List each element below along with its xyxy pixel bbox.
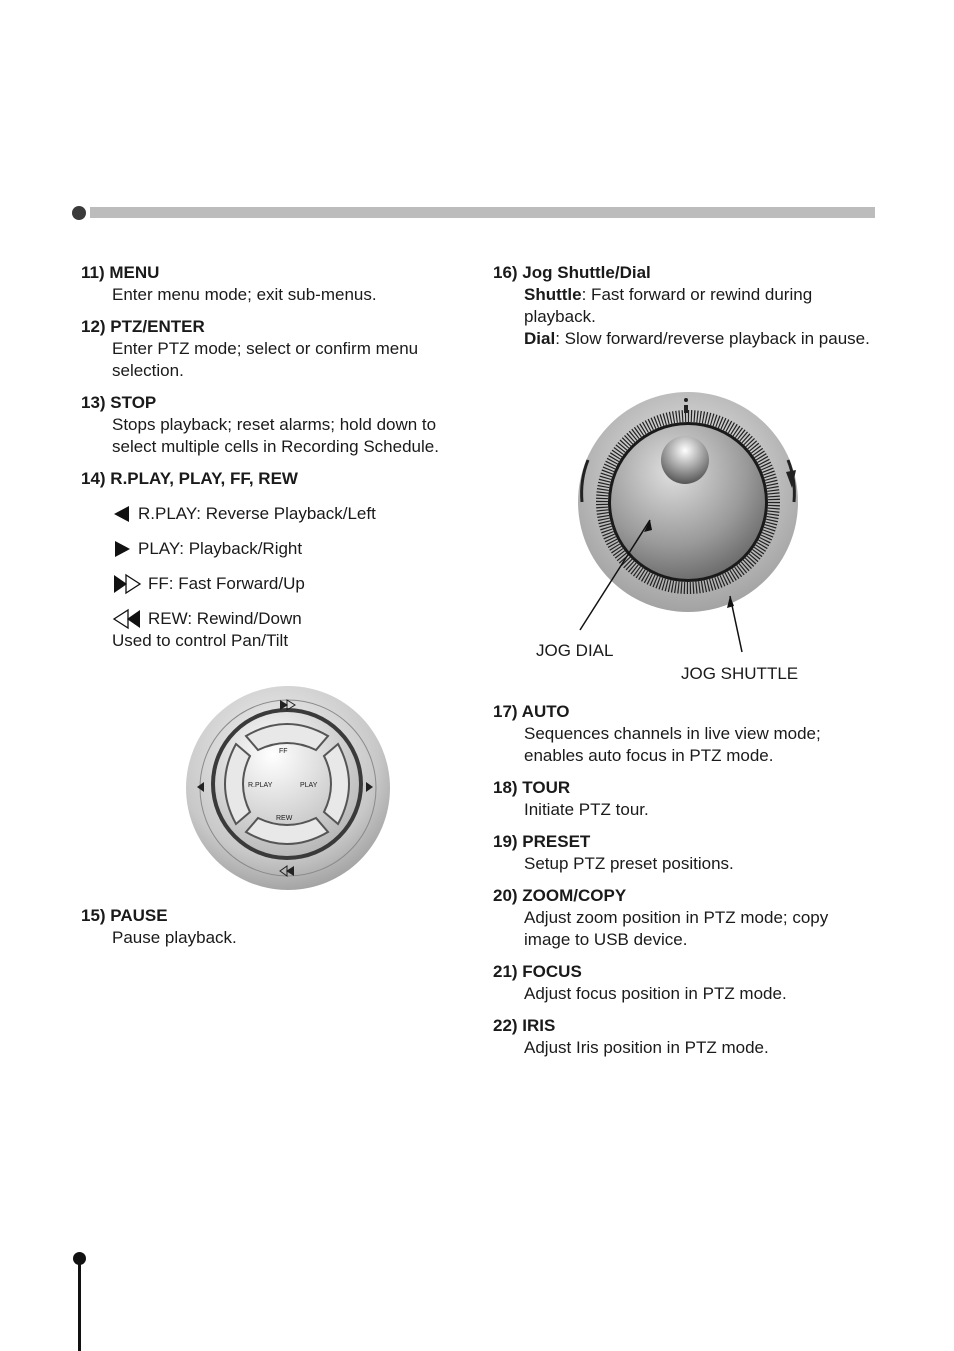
item-desc: Enter menu mode; exit sub-menus.: [112, 285, 377, 304]
item-pause: [81, 905, 471, 949]
item-desc: Pause playback.: [112, 928, 237, 947]
left-column: [81, 262, 471, 652]
item-title: 16) Jog Shuttle/Dial: [493, 263, 651, 282]
jog-shuttle-label: JOG SHUTTLE: [681, 664, 799, 683]
dpad-rplay-label: R.PLAY: [248, 782, 273, 789]
dpad-ff-label: FF: [279, 748, 288, 755]
item-desc: Adjust focus position in PTZ mode.: [524, 984, 787, 1003]
arrow-row-ff: [81, 573, 471, 595]
item-desc: Adjust Iris position in PTZ mode.: [524, 1038, 769, 1057]
item-desc: Initiate PTZ tour.: [524, 800, 649, 819]
item-desc: Adjust zoom position in PTZ mode; copy image to USB device.: [524, 908, 829, 949]
item-title: 18) TOUR: [493, 778, 571, 797]
item-jog: [493, 262, 873, 350]
item-desc: Enter PTZ mode; select or confirm menu selection.: [112, 339, 419, 380]
item-desc: [493, 284, 873, 328]
item-desc: Sequences channels in live view mode; enables auto focus in PTZ mode.: [524, 724, 821, 765]
item-zoom-copy: [493, 885, 873, 951]
item-auto: [493, 701, 873, 767]
arrow-row-text: R.PLAY: Reverse Playback/Left: [138, 504, 376, 523]
header-dot: [72, 206, 86, 220]
item-title: 22) IRIS: [493, 1016, 556, 1035]
item-title: 19) PRESET: [493, 832, 591, 851]
item-stop: [81, 392, 471, 458]
right-triangle-icon: [112, 540, 132, 558]
item-iris: [493, 1015, 873, 1059]
dial-term: Dial: [524, 329, 556, 348]
item-focus: [493, 961, 873, 1005]
item-preset: [493, 831, 873, 875]
arrow-row-play: [81, 538, 471, 560]
footer-line: [78, 1258, 81, 1351]
arrow-row-text: PLAY: Playback/Right: [138, 539, 303, 558]
item-desc: Stops playback; reset alarms; hold down to select multiple cells in Recording Schedule.: [112, 415, 439, 456]
arrow-row-rplay: [81, 503, 471, 525]
dpad-rew-label: REW: [276, 815, 293, 822]
arrow-row-text: REW: Rewind/Down: [148, 609, 302, 628]
dpad-play-label: PLAY: [300, 782, 318, 789]
jog-dial-label: JOG DIAL: [536, 641, 614, 660]
item-title: 21) FOCUS: [493, 962, 582, 981]
item-title: 11) MENU: [81, 263, 160, 282]
shuttle-desc: : Fast forward or rewind during playback.: [524, 285, 813, 326]
pan-tilt-note: Used to control Pan/Tilt: [112, 631, 289, 650]
item-desc: [493, 328, 873, 350]
item-ptz-enter: [81, 316, 471, 382]
dial-desc: : Slow forward/reverse playback in pause.: [555, 329, 870, 348]
right-items: [493, 701, 873, 1069]
item-title: 20) ZOOM/COPY: [493, 886, 627, 905]
item-playback-buttons: [81, 468, 471, 652]
arrow-row-text: FF: Fast Forward/Up: [148, 574, 305, 593]
shuttle-term: Shuttle: [524, 285, 582, 304]
item-title: 12) PTZ/ENTER: [81, 317, 205, 336]
fast-forward-icon: [112, 573, 142, 595]
dpad-figure: [184, 684, 392, 892]
item-title: 13) STOP: [81, 393, 157, 412]
item-title: 14) R.PLAY, PLAY, FF, REW: [81, 469, 298, 488]
header-bar: [90, 207, 875, 218]
item-desc: Setup PTZ preset positions.: [524, 854, 734, 873]
item-title: 15) PAUSE: [81, 906, 168, 925]
left-triangle-icon: [112, 505, 132, 523]
dpad-illustration: [184, 684, 392, 892]
item-menu: [81, 262, 471, 306]
rewind-icon: [112, 608, 142, 630]
item-title: 17) AUTO: [493, 702, 570, 721]
arrow-row-rew: [81, 608, 471, 630]
jog-figure: [520, 390, 850, 690]
item-tour: [493, 777, 873, 821]
